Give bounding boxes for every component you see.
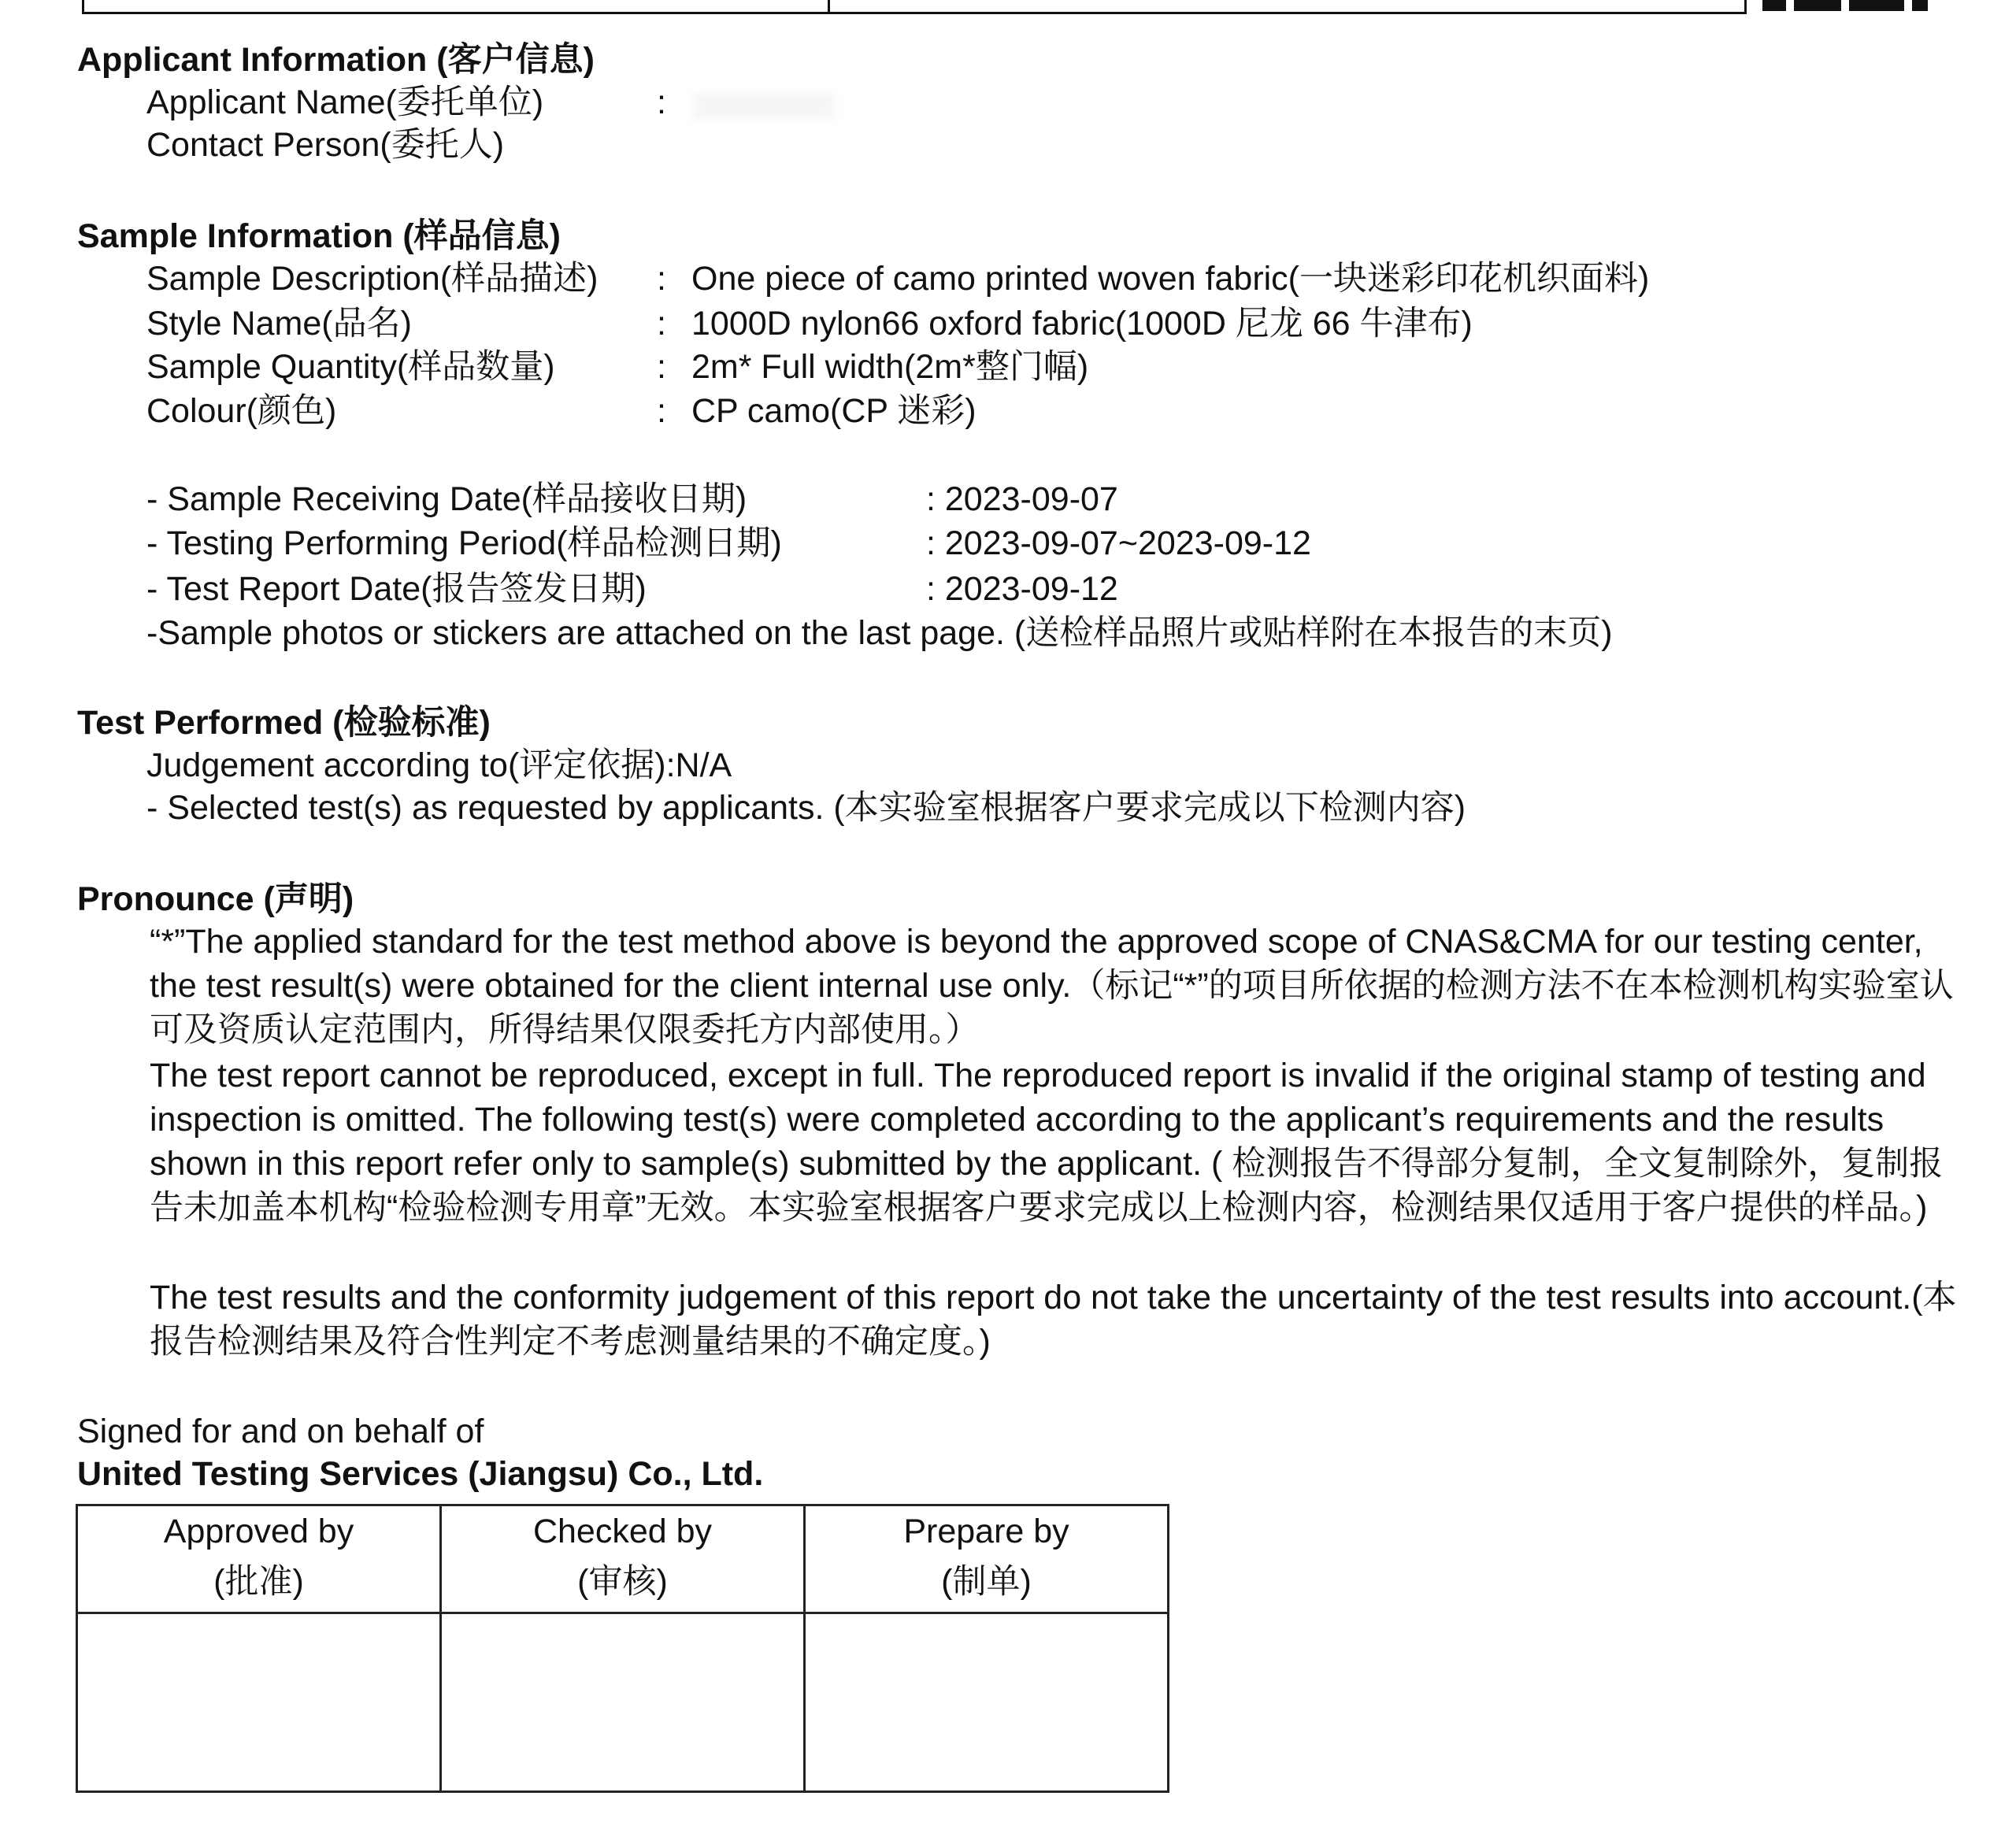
sample-quantity-colon: : [657,348,666,386]
applicant-name-label: Applicant Name(委托单位) [146,83,544,121]
signature-table [76,1504,1169,1793]
receiving-date-value: : 2023-09-07 [926,480,1118,518]
colour-label: Colour(颜色) [146,392,337,430]
test-heading: Test Performed (检验标准) [77,704,491,742]
checked-by-cn: (审核) [577,1563,668,1601]
judgement-text: Judgement according to(评定依据):N/A [146,746,732,784]
approved-by-label: Approved by [163,1513,354,1550]
pronounce-heading: Pronounce (声明) [77,880,354,918]
applicant-heading: Applicant Information (客户信息) [77,41,595,79]
colour-colon: : [657,392,666,430]
sample-quantity-label: Sample Quantity(样品数量) [146,348,555,386]
applicant-name-colon: : [657,83,666,121]
sample-description-value: One piece of camo printed woven fabric(一块迷彩印花机织面料) [691,260,1650,298]
prepare-by-cn: (制单) [941,1563,1032,1601]
sample-quantity-value: 2m* Full width(2m*整门幅) [691,348,1089,386]
sample-description-colon: : [657,260,666,298]
sample-photos-note: -Sample photos or stickers are attached on the last page. (送检样品照片或贴样附在本报告的末页) [146,614,1613,652]
testing-period-label: - Testing Performing Period(样品检测日期) [146,524,782,562]
approved-by-cell [77,1505,441,1613]
pronounce-paragraph-2: The test report cannot be reproduced, except in full. The reproduced report is invalid if the original stamp of testing and inspection is omitted. The following test(s) were completed according to the applicant’s requirements and the results shown in this report refer only to sample(s) submitted by the applicant. ( 检测报告不得部分复制，全文复制除外，复制报告未加盖本机构“检验检测专用章”无效。本实验室根据客户要求完成以上检测内容，检测结果仅适用于客户提供的样品。) [150,1057,1944,1227]
company-name: United Testing Services (Jiangsu) Co., Ltd. [77,1455,764,1493]
qr-code-fragment [1762,0,1944,16]
checked-by-cell [441,1505,805,1613]
report-date-label: - Test Report Date(报告签发日期) [146,570,647,608]
sample-heading: Sample Information (样品信息) [77,217,561,255]
testing-period-value: : 2023-09-07~2023-09-12 [926,524,1311,562]
pronounce-paragraph-3: The test results and the conformity judgement of this report do not take the uncertainty of the test results into account.(本报告检测结果及符合性判定不考虑测量结果的不确定度。) [150,1279,1957,1361]
colour-value: CP camo(CP 迷彩) [691,392,976,430]
redacted-applicant-name [693,93,835,120]
contact-person-label: Contact Person(委托人) [146,126,505,164]
report-date-value: : 2023-09-12 [926,570,1118,608]
style-name-label: Style Name(品名) [146,305,412,343]
header-table-divider [828,0,830,12]
pronounce-paragraph-1: “*”The applied standard for the test method above is beyond the approved scope of CNAS&CMA for our testing center, the test result(s) were obtained for the client internal use only.（标记“*”的项目所依据的检测方法不在本检测机构实验室认可及资质认定范围内，所得结果仅限委托方内部使用。） [150,923,1954,1049]
signed-on-behalf: Signed for and on behalf of [77,1413,484,1450]
header-table-fragment [82,0,1747,14]
style-name-colon: : [657,305,666,343]
style-name-value: 1000D nylon66 oxford fabric(1000D 尼龙 66 牛津布) [691,305,1473,343]
selected-tests-text: - Selected test(s) as requested by applicants. (本实验室根据客户要求完成以下检测内容) [146,789,1466,827]
approved-signature-area [77,1613,441,1792]
sample-description-label: Sample Description(样品描述) [146,260,598,298]
prepare-by-label: Prepare by [903,1513,1069,1550]
checked-by-label: Checked by [532,1513,713,1550]
receiving-date-label: - Sample Receiving Date(样品接收日期) [146,480,747,518]
prepare-signature-area [805,1613,1169,1792]
prepare-by-cell [805,1505,1169,1613]
approved-by-cn: (批准) [213,1563,304,1601]
checked-signature-area [441,1613,805,1792]
